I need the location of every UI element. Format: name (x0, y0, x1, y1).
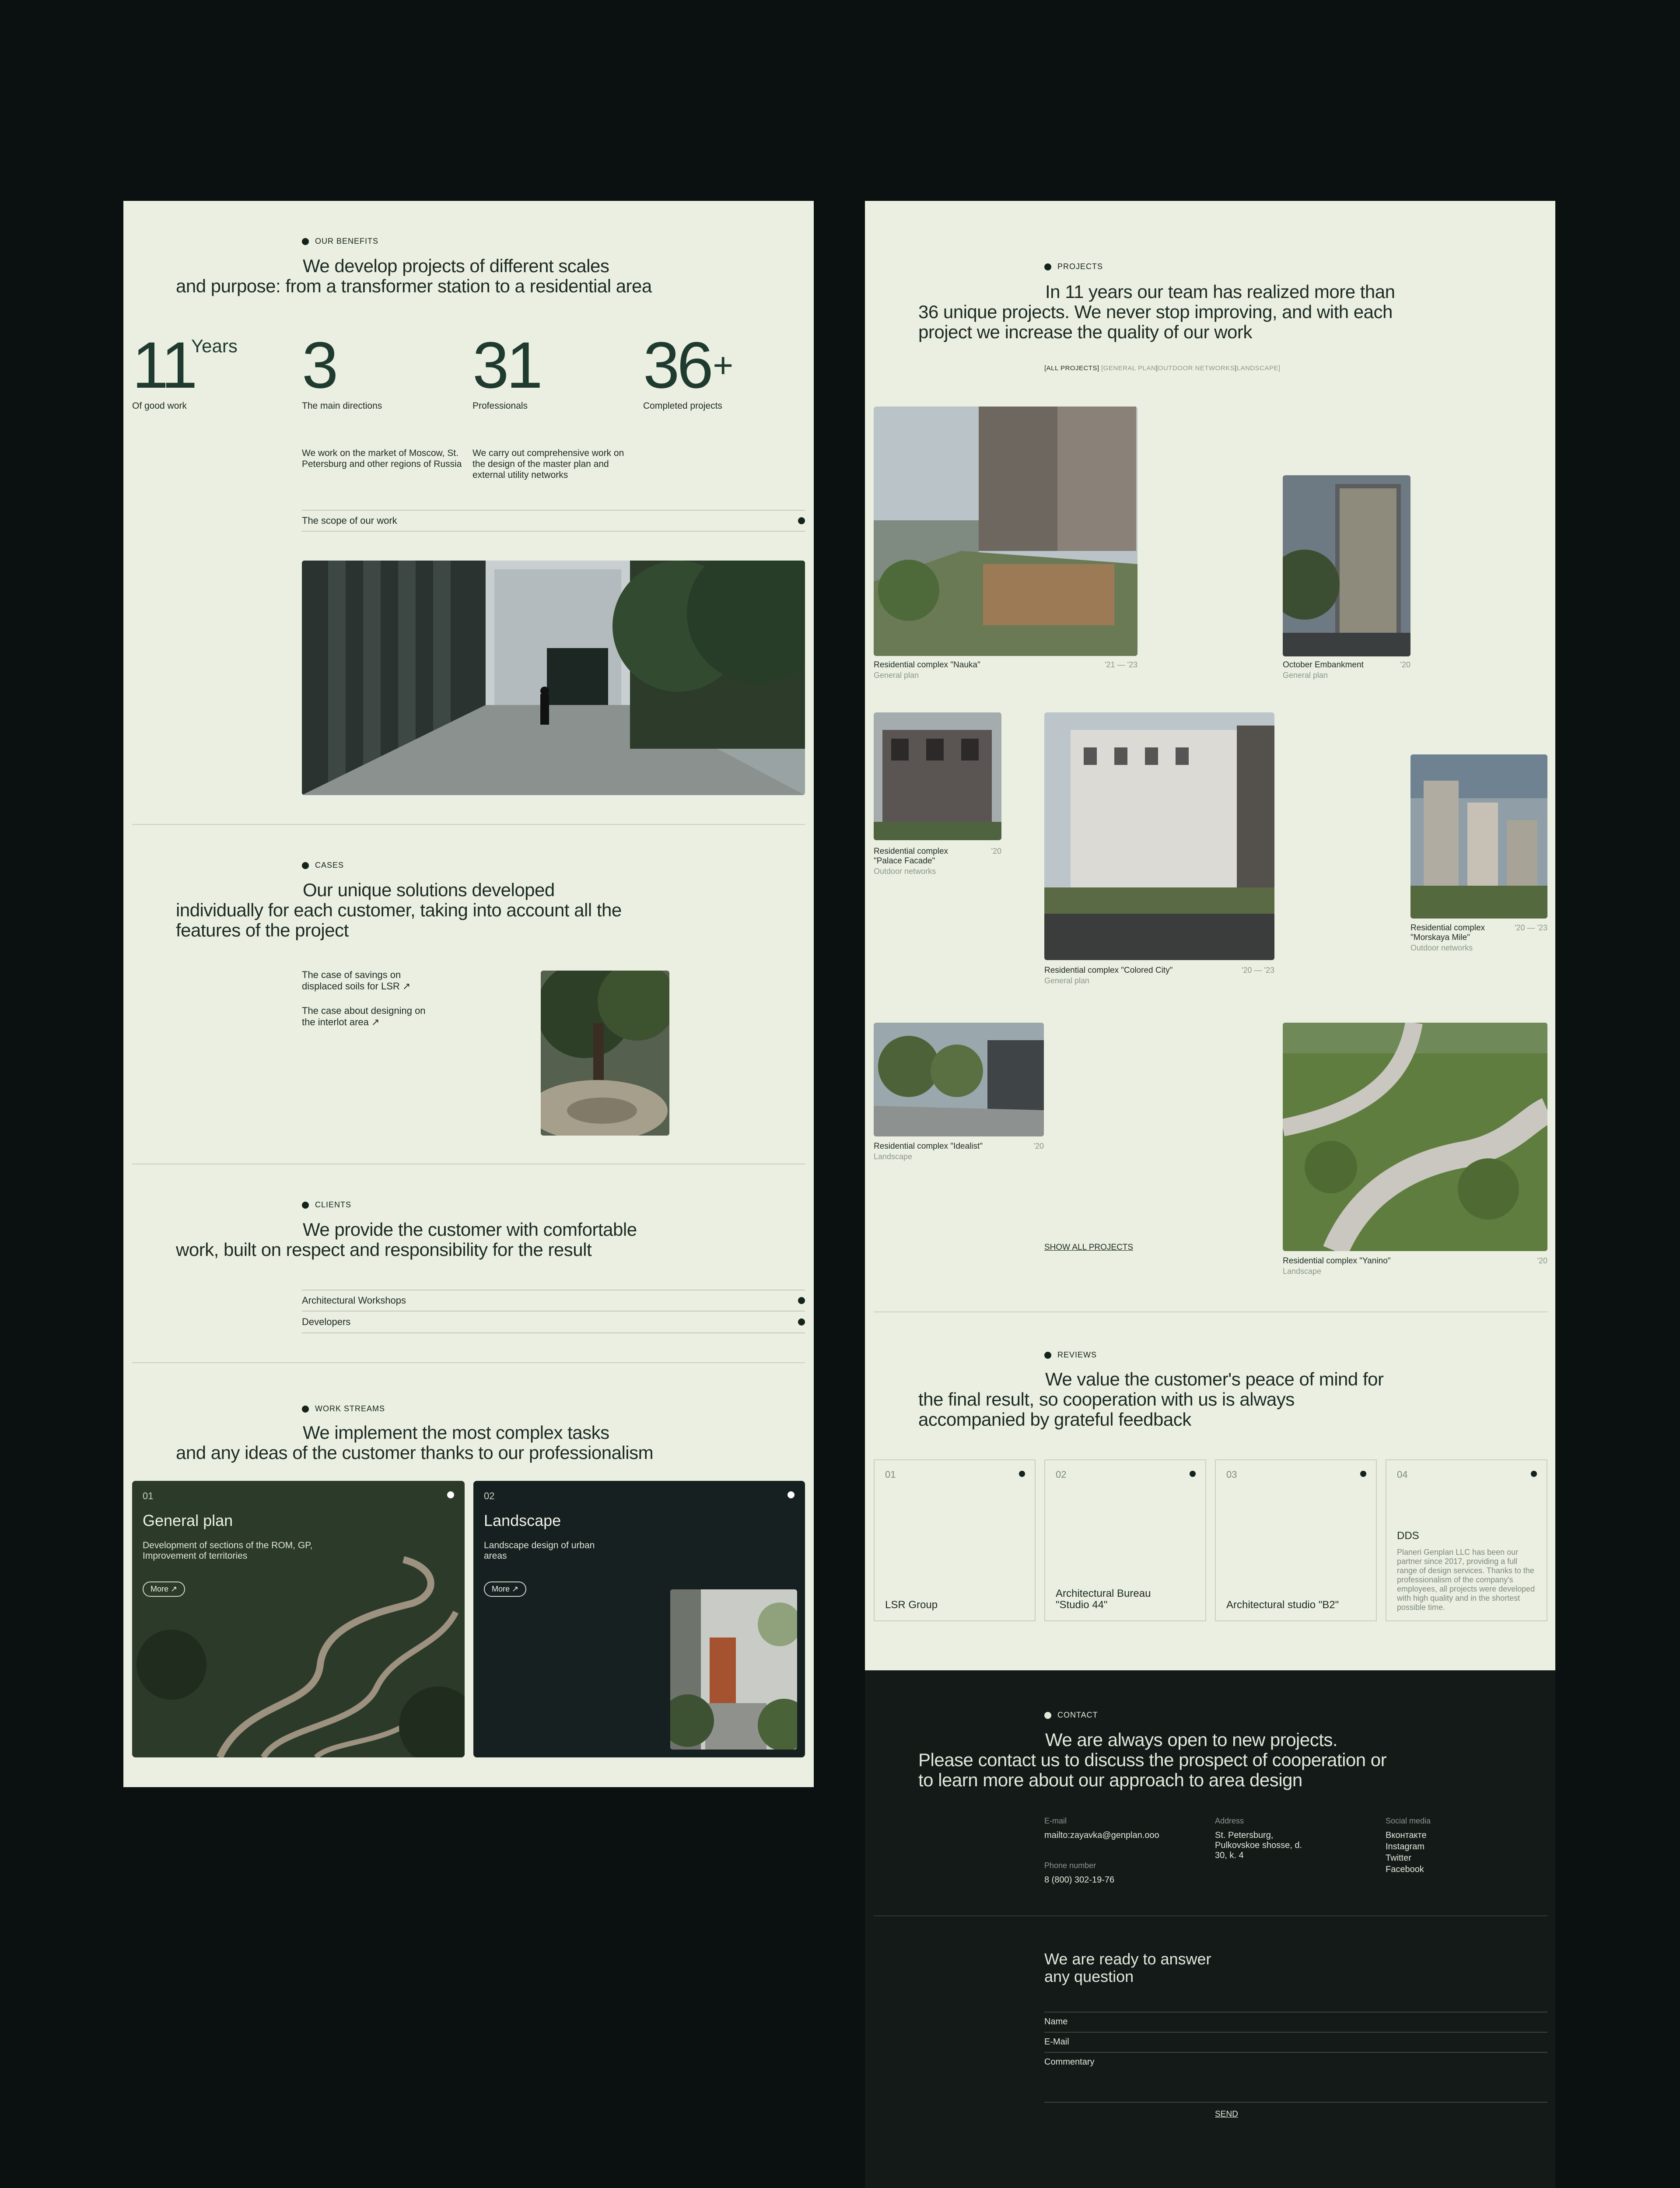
benefits-heading-line-1: We develop projects of different scales (303, 256, 609, 276)
filter-all-projects[interactable]: [ALL PROJECTS] (1044, 365, 1099, 372)
projects-eyebrow-label: PROJECTS (1057, 262, 1103, 271)
review-number: 02 (1056, 1469, 1067, 1480)
section-divider (874, 1311, 1547, 1312)
benefits-heading-line-2: and purpose: from a transformer station to a residential area (176, 276, 652, 296)
social-link-facebook[interactable]: Facebook (1386, 1865, 1424, 1874)
bullet-icon (447, 1491, 454, 1498)
more-button[interactable]: More ↗ (143, 1581, 185, 1597)
form-title-line-1: We are ready to answer (1044, 1950, 1211, 1968)
residential-towers-illustration (874, 407, 1138, 656)
client-row-workshops-label: Architectural Workshops (302, 1295, 406, 1306)
bullet-icon (1019, 1471, 1025, 1477)
case-link-interlot-label: The case about designing on the interlot area (302, 1005, 426, 1027)
review-number: 04 (1397, 1469, 1408, 1480)
project-years-october-embankment: '20 (1400, 660, 1410, 669)
project-years-palace-facade: '20 (991, 847, 1001, 856)
contact-eyebrow-label: CONTACT (1057, 1711, 1098, 1719)
send-button[interactable]: SEND (1215, 2110, 1238, 2119)
review-company: Architectural Bureau "Studio 44" (1056, 1588, 1151, 1611)
benefits-paragraph-markets: We work on the market of Moscow, St. Petersburg and other regions of Russia (302, 448, 462, 469)
clients-heading-line-2: work, built on respect and responsibility for the result (176, 1239, 592, 1260)
case-link-soils[interactable] (302, 969, 433, 992)
clients-eyebrow (302, 1200, 351, 1210)
cases-eyebrow-label: CASES (315, 861, 344, 870)
workstream-card-landscape[interactable] (473, 1481, 805, 1757)
scope-of-work-label: The scope of our work (302, 515, 397, 526)
project-type-colored-city: General plan (1044, 976, 1090, 985)
bullet-icon (302, 862, 309, 869)
name-field[interactable] (1044, 2012, 1547, 2032)
review-number: 03 (1226, 1469, 1237, 1480)
card-number: 02 (484, 1490, 495, 1501)
stat-projects (643, 328, 734, 411)
stat-years-suffix: Years (191, 336, 238, 356)
project-name-idealist: Residential complex "Idealist" (874, 1142, 983, 1151)
right-page-panel (865, 201, 1555, 1670)
benefits-eyebrow-label: OUR BENEFITS (315, 237, 379, 245)
projects-heading-line-2: 36 unique projects. We never stop improving, and with each (918, 302, 1393, 322)
bullet-icon (798, 1297, 805, 1304)
benefits-heading (176, 256, 701, 296)
phone-link[interactable]: 8 (800) 302-19-76 (1044, 1875, 1115, 1885)
garden-tree-illustration (541, 971, 669, 1136)
project-years-yanino: '20 (1537, 1256, 1547, 1265)
review-card-lsr[interactable] (874, 1459, 1036, 1621)
stat-professionals-value: 31 (472, 328, 540, 402)
bullet-icon (302, 1406, 309, 1413)
stat-directions (302, 328, 382, 411)
projects-heading (918, 282, 1443, 342)
cases-heading-line-2: individually for each customer, taking into account all the (176, 900, 622, 920)
projects-heading-line-1: In 11 years our team has realized more than (1045, 281, 1395, 302)
review-card-b2[interactable] (1215, 1459, 1377, 1621)
project-image-idealist[interactable] (874, 1023, 1044, 1136)
workstreams-heading (176, 1423, 745, 1463)
project-years-colored-city: '20 — '23 (1242, 966, 1274, 975)
arrow-up-right-icon: ↗ (371, 1017, 380, 1027)
arrow-up-right-icon: ↗ (402, 981, 411, 992)
workstreams-heading-line-2: and any ideas of the customer thanks to our professionalism (176, 1442, 654, 1463)
stat-professionals-label: Professionals (472, 401, 528, 411)
email-label: E-mail (1044, 1816, 1067, 1825)
stat-projects-label: Completed projects (643, 401, 722, 411)
clients-heading-line-1: We provide the customer with comfortable (303, 1219, 637, 1240)
stat-years-value: 11 (132, 328, 195, 402)
section-divider (874, 1915, 1547, 1916)
courtyard-illustration (874, 1023, 1044, 1136)
reviews-eyebrow-label: REVIEWS (1057, 1350, 1097, 1359)
reviews-heading-line-1: We value the customer's peace of mind for (1045, 1369, 1384, 1389)
contact-footer-panel (865, 1670, 1555, 2188)
filter-outdoor-networks[interactable]: [OUTDOOR NETWORKS] (1156, 365, 1237, 372)
clients-heading (176, 1220, 701, 1260)
bullet-icon (788, 1491, 794, 1498)
project-name-yanino: Residential complex "Yanino" (1283, 1256, 1391, 1266)
address-value: St. Petersburg, Pulkovskoe shosse, d. 30, k. 4 (1215, 1830, 1302, 1860)
card-title: General plan (143, 1511, 233, 1529)
more-button[interactable]: More ↗ (484, 1581, 526, 1597)
address-label: Address (1215, 1816, 1244, 1825)
entrance-door-illustration (670, 1589, 797, 1750)
bullet-icon (798, 1318, 805, 1325)
project-image-palace-facade[interactable] (874, 712, 1001, 840)
project-name-nauka: Residential complex "Nauka" (874, 660, 980, 670)
review-company: Architectural studio "B2" (1226, 1599, 1339, 1611)
project-type-nauka: General plan (874, 671, 919, 680)
filter-landscape[interactable]: [LANDSCAPE] (1235, 365, 1281, 372)
waterfront-towers-illustration (1410, 754, 1547, 919)
section-divider (132, 1362, 805, 1363)
stat-projects-suffix: + (713, 346, 734, 385)
review-number: 01 (885, 1469, 896, 1480)
project-type-october-embankment: General plan (1283, 671, 1328, 680)
card-description: Landscape design of urban areas (484, 1540, 595, 1561)
contact-heading-line-1: We are always open to new projects. (1045, 1729, 1338, 1750)
stat-directions-value: 3 (302, 328, 336, 402)
client-row-developers[interactable] (302, 1311, 805, 1333)
cases-eyebrow (302, 861, 344, 870)
review-card-dds[interactable] (1386, 1459, 1547, 1621)
project-type-yanino: Landscape (1283, 1267, 1322, 1276)
bullet-icon (1360, 1471, 1366, 1477)
entrance-door-photo (670, 1589, 797, 1750)
commentary-field-label: Commentary (1044, 2057, 1095, 2067)
stat-projects-value: 36 (643, 328, 711, 402)
contact-heading-line-2: Please contact us to discuss the prospect of cooperation or (918, 1750, 1387, 1770)
contact-eyebrow (1044, 1711, 1098, 1720)
office-building-photo (302, 561, 805, 795)
name-field-label: Name (1044, 2017, 1068, 2027)
project-years-nauka: '21 — '23 (1105, 660, 1138, 669)
card-number: 01 (143, 1490, 154, 1501)
bullet-icon (302, 238, 309, 245)
stat-years (132, 328, 238, 411)
project-type-palace-facade: Outdoor networks (874, 867, 936, 876)
email-link[interactable]: mailto:zayavka@genplan.ooo (1044, 1830, 1159, 1840)
project-name-morskaya-mile: Residential complex "Morskaya Mile" (1410, 923, 1485, 942)
office-building-illustration (302, 561, 805, 795)
garden-tree-photo (541, 971, 669, 1136)
bullet-icon (1044, 1712, 1051, 1719)
email-field-label: E-Mail (1044, 2037, 1069, 2047)
bullet-icon (1190, 1471, 1196, 1477)
bullet-icon (1044, 1352, 1051, 1359)
client-row-developers-label: Developers (302, 1316, 351, 1327)
form-title-line-2: any question (1044, 1967, 1134, 1985)
park-paths-illustration (1283, 1023, 1547, 1251)
bullet-icon (798, 517, 805, 524)
project-image-morskaya-mile[interactable] (1410, 754, 1547, 919)
section-divider (132, 824, 805, 825)
workstreams-eyebrow (302, 1404, 385, 1413)
stat-directions-label: The main directions (302, 401, 382, 411)
review-company: LSR Group (885, 1599, 938, 1611)
contact-heading-line-3: to learn more about our approach to area design (918, 1770, 1302, 1790)
workstreams-eyebrow-label: WORK STREAMS (315, 1404, 385, 1413)
social-link-instagram[interactable]: Instagram (1386, 1842, 1424, 1851)
cases-heading-line-3: features of the project (176, 920, 349, 940)
project-name-colored-city: Residential complex "Colored City" (1044, 966, 1173, 975)
project-image-colored-city[interactable] (1044, 712, 1274, 960)
stat-years-label: Of good work (132, 401, 187, 411)
field-divider (1044, 2102, 1547, 2103)
bullet-icon (1531, 1471, 1537, 1477)
left-page-panel (123, 201, 814, 1787)
project-type-morskaya-mile: Outdoor networks (1410, 943, 1473, 952)
project-years-morskaya-mile: '20 — '23 (1515, 923, 1547, 932)
benefits-eyebrow (302, 237, 378, 246)
client-row-workshops[interactable] (302, 1290, 805, 1311)
contact-heading (918, 1730, 1487, 1790)
card-description: Development of sections of the ROM, GP, Improvement of territories (143, 1540, 313, 1561)
social-link-vk[interactable]: Вконтакте (1386, 1830, 1427, 1840)
bullet-icon (302, 1202, 309, 1209)
project-name-palace-facade: Residential complex "Palace Facade" (874, 847, 948, 866)
apartment-block-illustration (1044, 712, 1274, 960)
clients-eyebrow-label: CLIENTS (315, 1200, 352, 1209)
workstreams-heading-line-1: We implement the most complex tasks (303, 1422, 609, 1443)
review-company: DDS (1397, 1530, 1419, 1542)
workstream-card-general-plan[interactable] (132, 1481, 465, 1757)
scope-of-work-row[interactable] (302, 510, 805, 532)
townhouse-illustration (874, 712, 1001, 840)
benefits-paragraph-scope: We carry out comprehensive work on the design of the master plan and external utility networks (472, 448, 624, 480)
cases-heading (176, 880, 701, 940)
review-text: Planeri Genplan LLC has been our partner since 2017, providing a full range of design services. Thanks to the professionalism of the company's employees, all projects were developed with high quality and in the shortest possible time. (1397, 1548, 1535, 1612)
projects-heading-line-3: project we increase the quality of our work (918, 322, 1252, 342)
phone-label: Phone number (1044, 1861, 1096, 1870)
card-title: Landscape (484, 1511, 561, 1529)
case-link-interlot[interactable] (302, 1005, 433, 1028)
filter-general-plan[interactable]: [GENERAL PLAN] (1101, 365, 1158, 372)
project-years-idealist: '20 (1033, 1142, 1044, 1150)
reviews-heading-line-3: accompanied by grateful feedback (918, 1409, 1191, 1430)
project-type-idealist: Landscape (874, 1152, 913, 1161)
show-all-projects-link[interactable]: SHOW ALL PROJECTS (1044, 1243, 1134, 1252)
review-card-studio44[interactable] (1044, 1459, 1206, 1621)
email-field[interactable] (1044, 2032, 1547, 2052)
social-label: Social media (1386, 1816, 1431, 1825)
project-image-october-embankment[interactable] (1283, 475, 1410, 656)
bullet-icon (1044, 263, 1051, 270)
commentary-field[interactable] (1044, 2052, 1547, 2102)
reviews-heading-line-2: the final result, so cooperation with us is always (918, 1389, 1295, 1410)
project-image-yanino[interactable] (1283, 1023, 1547, 1251)
stat-professionals (472, 328, 540, 411)
social-link-twitter[interactable]: Twitter (1386, 1853, 1411, 1863)
form-title (1044, 1950, 1211, 1985)
project-image-nauka[interactable] (874, 407, 1138, 656)
reviews-eyebrow (1044, 1350, 1097, 1360)
reviews-heading (918, 1369, 1443, 1430)
cases-heading-line-1: Our unique solutions developed (303, 880, 555, 900)
case-link-soils-label: The case of savings on displaced soils for LSR (302, 969, 401, 992)
project-name-october-embankment: October Embankment (1283, 660, 1364, 670)
tower-night-illustration (1283, 475, 1410, 656)
projects-eyebrow (1044, 262, 1103, 271)
